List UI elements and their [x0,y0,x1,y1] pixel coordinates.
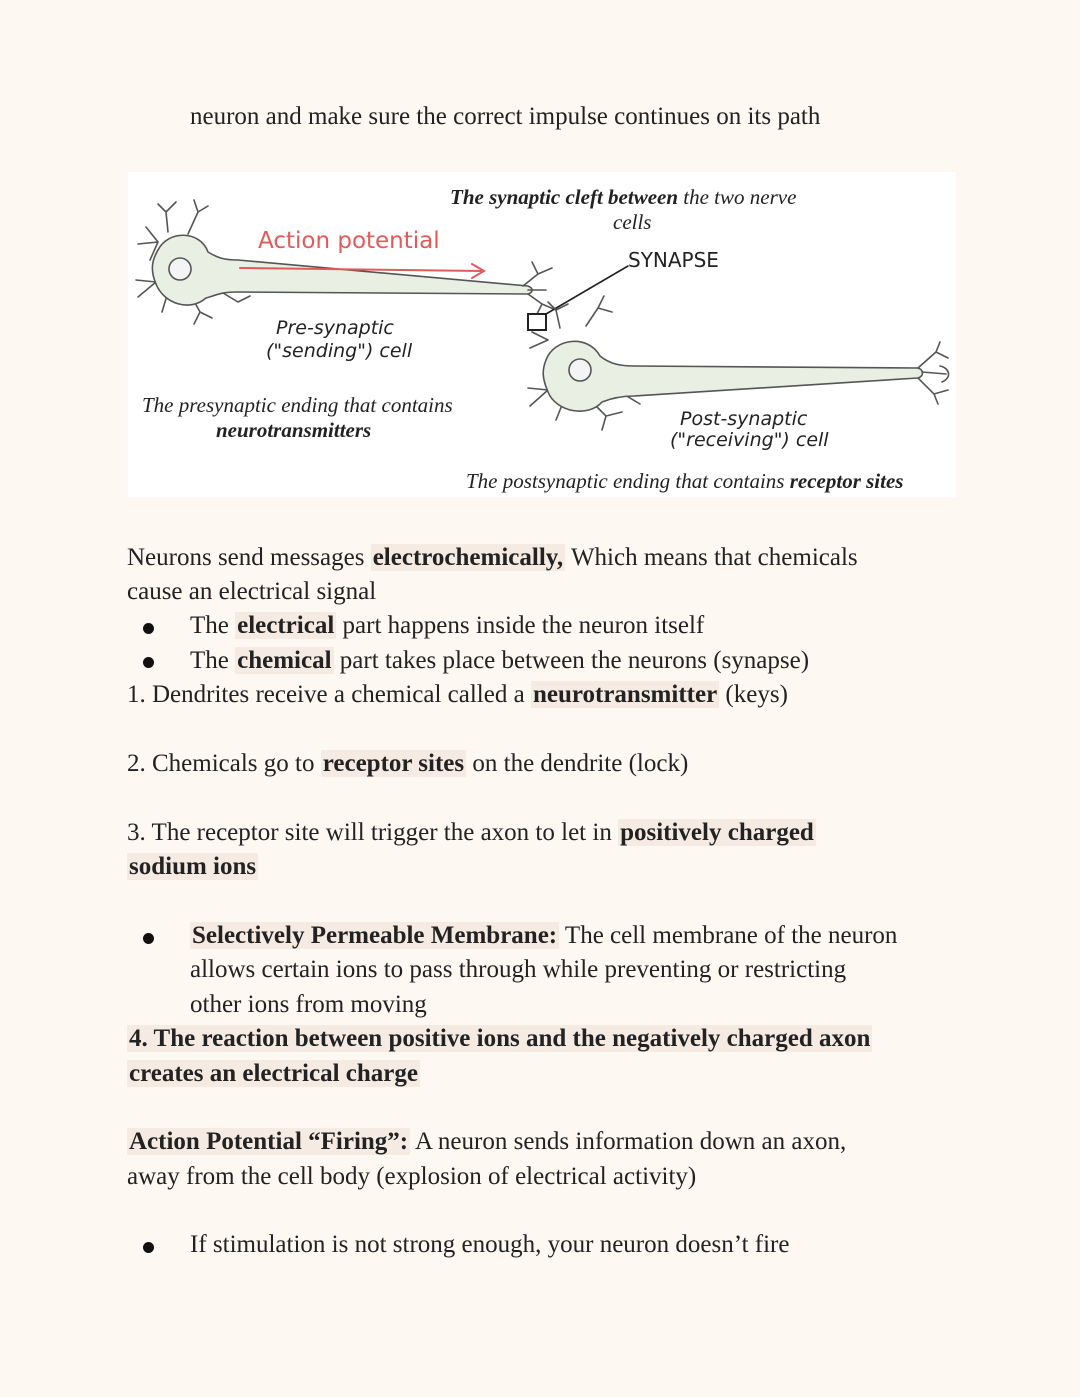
cleft-caption-line1 [450,185,796,210]
membrane-term-highlight: Selectively Permeable Membrane: [192,922,558,949]
membrane-line2: allows certain ions to pass through while preventing or restricting [190,956,847,983]
step-3-line2 [127,850,258,884]
cleft-caption-bold: The synaptic cleft between [450,185,679,209]
cleft-caption-rest: the two nerve [678,185,797,209]
membrane-line3: other ions from moving [190,991,427,1018]
step-4-highlight: creates an electrical charge [129,1060,418,1087]
para-electrochemical-line2: cause an electrical signal [127,578,377,605]
bullet-electrical [190,609,704,643]
synapse-diagram [128,172,956,497]
cleft-caption-line2: cells [613,210,652,234]
postsyn-caption-bold: receptor sites [789,469,904,493]
bullet-text: The [190,647,236,674]
bullet-text: The [190,612,236,639]
para-text: Which means that chemicals [565,544,858,571]
chemical-highlight: chemical [237,647,332,674]
action-potential-line2: away from the cell body (explosion of electrical activity) [127,1163,697,1190]
step-4-line2 [127,1057,420,1091]
sending-cell-label: ("sending") cell [266,340,413,362]
membrane-line1 [190,919,897,953]
bullet-text: part takes place between the neurons (synapse) [333,647,810,674]
receptor-sites-highlight: receptor sites [322,750,465,777]
bullet-dot [143,933,154,944]
bullet-dot [143,1242,154,1253]
postsyn-caption [466,469,903,494]
para-text: Neurons send messages [127,544,371,571]
neurotransmitter-highlight: neurotransmitter [532,681,718,708]
membrane-text: The cell membrane of the neuron [559,922,898,949]
postsyn-caption-rest: The postsynaptic ending that contains [466,469,790,493]
step-1 [127,678,788,712]
presyn-caption-line2: neurotransmitters [216,418,372,442]
pre-synaptic-label: Pre-synaptic [276,317,394,339]
step-text: (keys) [719,681,788,708]
step-3-line1 [127,816,816,850]
para-electrochemical-line1 [127,541,858,575]
post-synaptic-label: Post-synaptic [680,408,808,430]
action-potential-label: Action potential [258,228,440,254]
step-4-line1 [127,1022,872,1056]
bullet-dot [143,657,154,668]
electrical-highlight: electrical [237,612,335,639]
continuation-line: neuron and make sure the correct impulse continues on its path [190,103,821,130]
presyn-caption-line1: The presynaptic ending that contains [142,393,453,417]
electrochemically-highlight: electrochemically, [372,544,564,571]
receiving-cell-label: ("receiving") cell [670,429,829,451]
bullet-text: part happens inside the neuron itself [336,612,705,639]
bullet-chemical [190,644,809,678]
step-2 [127,747,688,781]
step-text: on the dendrite (lock) [466,750,689,777]
bullet-dot [143,623,154,634]
step-text: 2. Chemicals go to [127,750,321,777]
action-potential-line1 [127,1125,846,1159]
neuron-drawing [128,172,956,497]
step-text: 1. Dendrites receive a chemical called a [127,681,531,708]
bullet-stimulation: If stimulation is not strong enough, your neuron doesn’t fire [190,1231,790,1258]
step-text: 3. The receptor site will trigger the axon to let in [127,819,619,846]
action-potential-term-highlight: Action Potential “Firing”: [129,1128,409,1155]
step-4-highlight: 4. The reaction between positive ions and the negatively charged axon [129,1025,871,1052]
action-text: A neuron sends information down an axon, [410,1128,847,1155]
sodium-ions-highlight: sodium ions [129,853,257,880]
synapse-label: SYNAPSE [628,248,719,272]
positively-charged-highlight: positively charged [620,819,814,846]
